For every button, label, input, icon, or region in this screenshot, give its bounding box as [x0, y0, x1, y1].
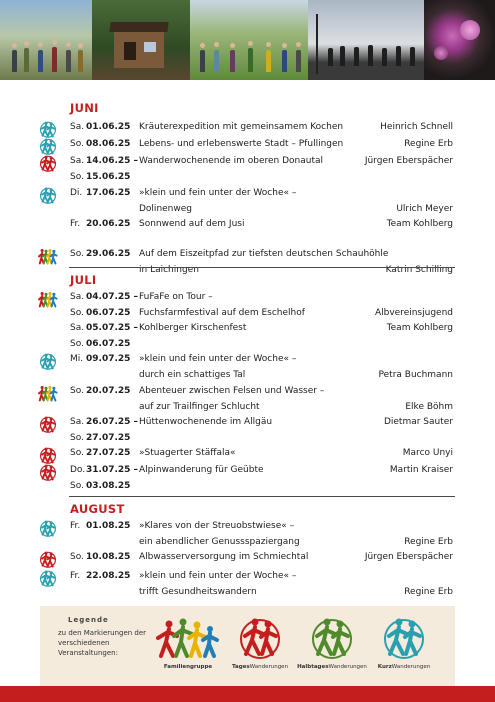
legend-familiengruppe-label: Familiengruppe	[163, 664, 213, 670]
event-type-icon	[38, 519, 58, 537]
event-type-icon	[38, 550, 58, 568]
event-organizer: Katrin Schilling	[385, 265, 453, 275]
tageswanderungen-icon	[235, 612, 285, 662]
event-day-end: So.	[70, 172, 84, 182]
event-date-end: 03.08.25	[86, 481, 131, 491]
legend-box	[40, 606, 455, 686]
event-organizer: Regine Erb	[404, 587, 453, 597]
event-organizer: Marco Unyi	[402, 448, 453, 458]
event-date: 09.07.25	[86, 354, 131, 364]
event-day: Di.	[70, 188, 83, 198]
month-divider	[69, 267, 455, 268]
event-day-end: So.	[70, 481, 84, 491]
event-day: Sa.	[70, 292, 85, 302]
event-date: 01.06.25	[86, 122, 131, 132]
event-organizer: Martin Kraiser	[389, 465, 453, 475]
photo-silhouettes-dusk	[308, 0, 424, 80]
event-day: Do.	[70, 465, 86, 475]
event-type-icon	[38, 247, 58, 265]
event-day: So.	[70, 552, 84, 562]
event-day: Fr.	[70, 521, 81, 531]
event-type-icon	[38, 154, 58, 172]
kurzwanderungen-icon	[38, 352, 58, 370]
event-title-line2: Dolinenweg	[139, 204, 192, 214]
event-date: 05.07.25 –	[86, 323, 139, 333]
event-title-line2: auf zur Trailfinger Schlucht	[139, 402, 260, 412]
event-date: 04.07.25 –	[86, 292, 139, 302]
event-organizer: Regine Erb	[404, 537, 453, 547]
event-title: Kräuterexpedition mit gemeinsamem Kochen	[139, 122, 344, 132]
event-day: Mi.	[70, 354, 84, 364]
event-day: So.	[70, 249, 84, 259]
event-date: 08.06.25	[86, 139, 131, 149]
event-type-icon	[38, 352, 58, 370]
legend-kurzwanderungen-label: KurzWanderungen	[377, 664, 431, 670]
event-day-end: So.	[70, 433, 84, 443]
event-title: FuFaFe on Tour –	[139, 292, 213, 302]
familiengruppe-icon	[38, 384, 58, 402]
photo-purple-flowers	[424, 0, 495, 80]
event-date: 14.06.25 –	[86, 156, 139, 166]
kurzwanderungen-icon	[38, 137, 58, 155]
event-date: 22.08.25	[86, 571, 131, 581]
kurzwanderungen-icon	[379, 612, 429, 662]
event-organizer: Regine Erb	[404, 139, 453, 149]
legend-description: zu den Markierungen der verschiedenen Veranstaltungen:	[58, 629, 147, 657]
event-date-end: 27.07.25	[86, 433, 131, 443]
event-title: Kohlberger Kirschenfest	[139, 323, 247, 333]
event-title-line2: in Laichingen	[139, 265, 199, 275]
event-organizer: Dietmar Sauter	[383, 417, 453, 427]
event-title-line2: durch ein schattiges Tal	[139, 370, 246, 380]
event-organizer: Ulrich Meyer	[396, 204, 453, 214]
event-title: Auf dem Eiszeitpfad zur tiefsten deutschen Schauhöhle	[139, 249, 389, 259]
halbtageswanderungen-icon	[307, 612, 357, 662]
footer-bar	[0, 686, 495, 702]
event-date: 20.07.25	[86, 386, 131, 396]
kurzwanderungen-icon	[38, 569, 58, 587]
photo-forest-hut	[92, 0, 190, 80]
familiengruppe-icon	[38, 247, 58, 265]
event-title: Sonnwend auf dem Jusi	[139, 219, 245, 229]
tageswanderungen-icon	[38, 463, 58, 481]
event-date-end: 15.06.25	[86, 172, 131, 182]
event-organizer: Petra Buchmann	[378, 370, 453, 380]
legend-tageswanderungen	[220, 612, 300, 682]
event-day: So.	[70, 386, 84, 396]
month-heading-juli: JULI	[70, 273, 97, 287]
kurzwanderungen-icon	[38, 186, 58, 204]
event-date: 26.07.25 –	[86, 417, 139, 427]
event-day: So.	[70, 448, 84, 458]
tageswanderungen-icon	[38, 415, 58, 433]
event-organizer: Heinrich Schnell	[380, 122, 453, 132]
event-title: Albwasserversorgung im Schmiechtal	[139, 552, 309, 562]
event-day: Fr.	[70, 219, 81, 229]
event-organizer: Elke Böhm	[405, 402, 453, 412]
tageswanderungen-icon	[38, 154, 58, 172]
legend-kurzwanderungen	[364, 612, 444, 682]
event-title: »klein und fein unter der Woche« –	[139, 354, 297, 364]
event-type-icon	[38, 446, 58, 464]
familiengruppe-icon	[153, 612, 223, 662]
event-organizer: Jürgen Eberspächer	[364, 552, 453, 562]
event-organizer: Jürgen Eberspächer	[364, 156, 453, 166]
legend-halbtageswanderungen-label: HalbtagesWanderungen	[297, 664, 367, 670]
event-title-line2: trifft Gesundheitswandern	[139, 587, 257, 597]
legend-title: Legende	[68, 616, 109, 624]
event-type-icon	[38, 569, 58, 587]
event-date: 01.08.25	[86, 521, 131, 531]
event-day: Sa.	[70, 417, 85, 427]
event-type-icon	[38, 290, 58, 308]
photo-group-meadow	[190, 0, 308, 80]
event-date: 20.06.25	[86, 219, 131, 229]
event-title: Lebens- und erlebenswerte Stadt – Pfullingen	[139, 139, 344, 149]
event-organizer: Albvereinsjugend	[374, 308, 453, 318]
legend-tageswanderungen-label: TagesWanderungen	[231, 664, 289, 670]
event-day: Sa.	[70, 323, 85, 333]
month-heading-juni: JUNI	[70, 101, 99, 115]
tageswanderungen-icon	[38, 550, 58, 568]
event-title: Hüttenwochenende im Allgäu	[139, 417, 273, 427]
kurzwanderungen-icon	[38, 120, 58, 138]
event-day-end: So.	[70, 339, 84, 349]
event-title: Alpinwanderung für Geübte	[139, 465, 264, 475]
event-date-end: 06.07.25	[86, 339, 131, 349]
header-photo-strip	[0, 0, 495, 80]
event-date: 31.07.25 –	[86, 465, 139, 475]
event-type-icon	[38, 415, 58, 433]
familiengruppe-icon	[38, 290, 58, 308]
event-date: 29.06.25	[86, 249, 131, 259]
event-date-end: 06.07.25	[86, 308, 131, 318]
month-divider	[69, 496, 455, 497]
event-type-icon	[38, 137, 58, 155]
event-title: Wanderwochenende im oberen Donautal	[139, 156, 323, 166]
photo-hiking-group	[0, 0, 92, 80]
event-title-line2: Fuchsfarmfestival auf dem Eschelhof	[139, 308, 305, 318]
event-title: »klein und fein unter der Woche« –	[139, 571, 297, 581]
event-date: 10.08.25	[86, 552, 131, 562]
event-day: So.	[70, 139, 84, 149]
event-title-line2: ein abendlicher Genussspaziergang	[139, 537, 300, 547]
event-title: »klein und fein unter der Woche« –	[139, 188, 297, 198]
tageswanderungen-icon	[38, 446, 58, 464]
kurzwanderungen-icon	[38, 519, 58, 537]
event-day-end: So.	[70, 308, 84, 318]
event-day: Sa.	[70, 122, 85, 132]
event-type-icon	[38, 463, 58, 481]
event-type-icon	[38, 120, 58, 138]
month-heading-august: AUGUST	[70, 502, 125, 516]
event-day: Sa.	[70, 156, 85, 166]
event-day: Fr.	[70, 571, 81, 581]
event-title: Abenteuer zwischen Felsen und Wasser –	[139, 386, 325, 396]
event-organizer: Team Kohlberg	[386, 219, 453, 229]
legend-halbtageswanderungen	[292, 612, 372, 682]
event-type-icon	[38, 186, 58, 204]
event-title: »Klares von der Streuobstwiese« –	[139, 521, 295, 531]
event-date: 17.06.25	[86, 188, 131, 198]
event-title: »Stuagerter Stäffala«	[139, 448, 236, 458]
event-date: 27.07.25	[86, 448, 131, 458]
event-organizer: Team Kohlberg	[386, 323, 453, 333]
event-type-icon	[38, 384, 58, 402]
legend-familiengruppe	[148, 612, 228, 682]
